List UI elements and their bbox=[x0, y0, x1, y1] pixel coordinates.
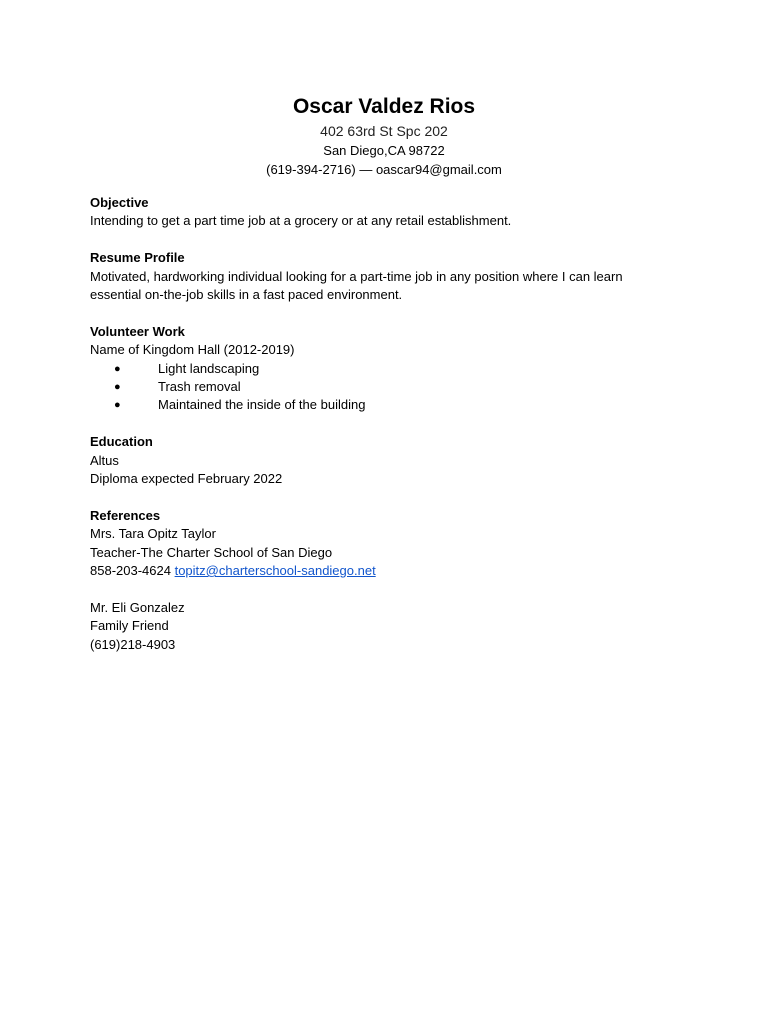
reference-1-contact bbox=[90, 562, 690, 580]
list-item bbox=[90, 396, 690, 414]
profile-text-line-2: essential on-the-job skills in a fast paced environment. bbox=[90, 287, 403, 303]
objective-section bbox=[90, 194, 690, 231]
reference-spacer bbox=[90, 580, 690, 598]
bullet-icon: ● bbox=[114, 399, 121, 412]
reference-1-phone: 858-203-4624 bbox=[90, 563, 171, 579]
volunteer-heading: Volunteer Work bbox=[90, 323, 185, 339]
duty-text: Maintained the inside of the building bbox=[158, 397, 366, 413]
volunteer-org: Name of Kingdom Hall (2012-2019) bbox=[90, 342, 295, 358]
diploma-text: Diploma expected February 2022 bbox=[90, 471, 283, 487]
street-address: 402 63rd St Spc 202 bbox=[320, 123, 448, 139]
objective-text: Intending to get a part time job at a grocery or at any retail establishment. bbox=[90, 213, 512, 229]
bullet-icon: ● bbox=[114, 362, 121, 375]
reference-1-role: Teacher-The Charter School of San Diego bbox=[90, 544, 333, 560]
volunteer-duties-list bbox=[90, 360, 690, 415]
references-heading: References bbox=[90, 507, 161, 523]
duty-text: Light landscaping bbox=[158, 360, 260, 376]
reference-2-role: Family Friend bbox=[90, 618, 169, 634]
education-section bbox=[90, 433, 690, 488]
applicant-name: Oscar Valdez Rios bbox=[292, 95, 476, 118]
profile-section bbox=[90, 249, 690, 304]
resume-body bbox=[90, 194, 690, 672]
volunteer-section bbox=[90, 323, 690, 415]
resume-header bbox=[0, 92, 768, 179]
school-name: Altus bbox=[90, 452, 119, 468]
objective-heading: Objective bbox=[90, 195, 149, 210]
city-state-zip: San Diego,CA 98722 bbox=[323, 143, 445, 158]
reference-2-name: Mr. Eli Gonzalez bbox=[90, 599, 185, 615]
reference-1-name: Mrs. Tara Opitz Taylor bbox=[90, 526, 216, 542]
reference-2-phone: (619)218-4903 bbox=[90, 636, 176, 652]
references-section bbox=[90, 507, 690, 654]
list-item bbox=[90, 378, 690, 396]
profile-heading: Resume Profile bbox=[90, 250, 185, 266]
reference-1-email-link[interactable]: topitz@charterschool-sandiego.net bbox=[174, 563, 376, 579]
profile-text-line-1: Motivated, hardworking individual looking for a part-time job in any position where I can learn bbox=[90, 268, 623, 284]
education-heading: Education bbox=[90, 434, 153, 450]
list-item bbox=[90, 360, 690, 378]
bullet-icon: ● bbox=[114, 381, 121, 394]
phone-email-line: (619-394-2716) — oascar94@gmail.com bbox=[266, 162, 502, 177]
duty-text: Trash removal bbox=[158, 379, 241, 395]
